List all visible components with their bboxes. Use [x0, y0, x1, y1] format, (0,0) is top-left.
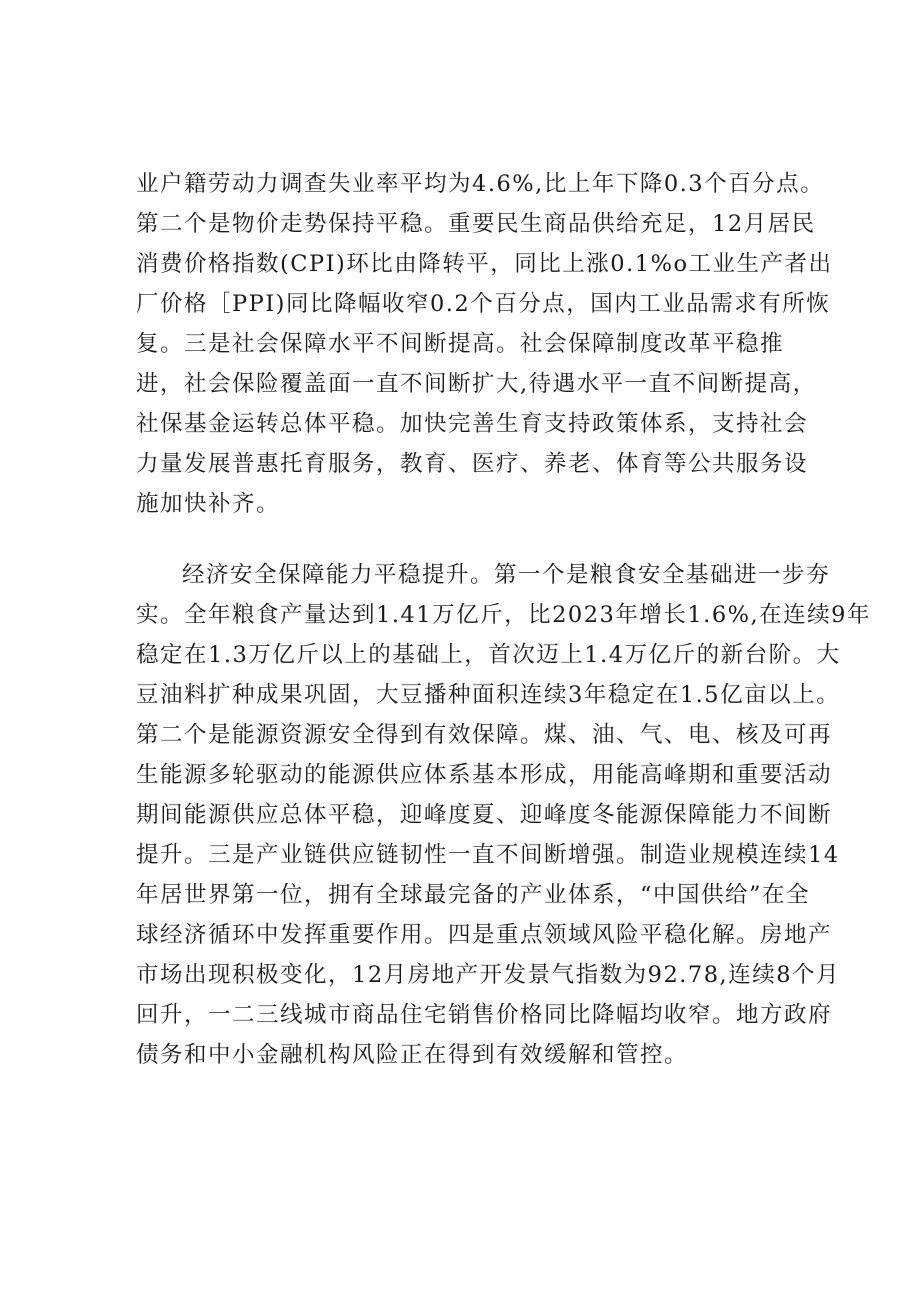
- paragraph-line: 力量发展普惠托育服务，教育、医疗、养老、体育等公共服务设: [136, 451, 809, 477]
- paragraph-line: 提升。三是产业链供应链韧性一直不间断增强。制造业规模连续14: [136, 842, 840, 868]
- paragraph-line: 债务和中小金融机构风险正在得到有效缓解和管控。: [136, 1042, 689, 1068]
- paragraph-line: 球经济循环中发挥重要作用。四是重点领域风险平稳化解。房地产: [136, 922, 833, 948]
- paragraph-line: 市场出现积极变化，12月房地产开发景气指数为92.78,连续8个月: [136, 962, 841, 988]
- paragraph-line: 实。全年粮食产量达到1.41万亿斤，比2023年增长1.6%,在连续9年: [136, 602, 871, 628]
- paragraph-economic-security: [136, 555, 871, 1075]
- paragraph-line: 生能源多轮驱动的能源供应体系基本形成，用能高峰期和重要活动: [136, 762, 833, 788]
- paragraph-line: 厂价格［PPI)同比降幅收窄0.2个百分点，国内工业品需求有所恢: [136, 291, 831, 317]
- paragraph-line: 社保基金运转总体平稳。加快完善生育支持政策体系，支持社会: [136, 411, 809, 437]
- paragraph-line: 年居世界第一位，拥有全球最完备的产业体系，“中国供给”在全: [136, 882, 811, 908]
- paragraph-line: 第二个是物价走势保持平稳。重要民生商品供给充足，12月居民: [136, 211, 816, 237]
- paragraph-line: 回升，一二三线城市商品住宅销售价格同比降幅均收窄。地方政府: [136, 1002, 833, 1028]
- paragraph-line: 第二个是能源资源安全得到有效保障。煤、油、气、电、核及可再: [136, 722, 833, 748]
- paragraph-line: 期间能源供应总体平稳，迎峰度夏、迎峰度冬能源保障能力不间断: [136, 802, 833, 828]
- paragraph-line: 进，社会保险覆盖面一直不间断扩大,待遇水平一直不间断提高，: [136, 371, 817, 397]
- paragraph-first-line: 经济安全保障能力平稳提升。第一个是粮食安全基础进一步夯: [182, 562, 831, 588]
- paragraph-line: 稳定在1.3万亿斤以上的基础上，首次迈上1.4万亿斤的新台阶。大: [136, 642, 841, 668]
- paragraph-line: 豆油料扩种成果巩固，大豆播种面积连续3年稳定在1.5亿亩以上。: [136, 682, 841, 708]
- paragraph-social-welfare: [136, 164, 833, 524]
- paragraph-line: 施加快补齐。: [136, 491, 281, 517]
- paragraph-line: 业户籍劳动力调查失业率平均为4.6%,比上年下降0.3个百分点。: [136, 171, 825, 197]
- paragraph-line: 消费价格指数(CPI)环比由降转平，同比上涨0.1%o工业生产者出: [136, 251, 833, 277]
- paragraph-line: 复。三是社会保障水平不间断提高。社会保障制度改革平稳推: [136, 331, 785, 357]
